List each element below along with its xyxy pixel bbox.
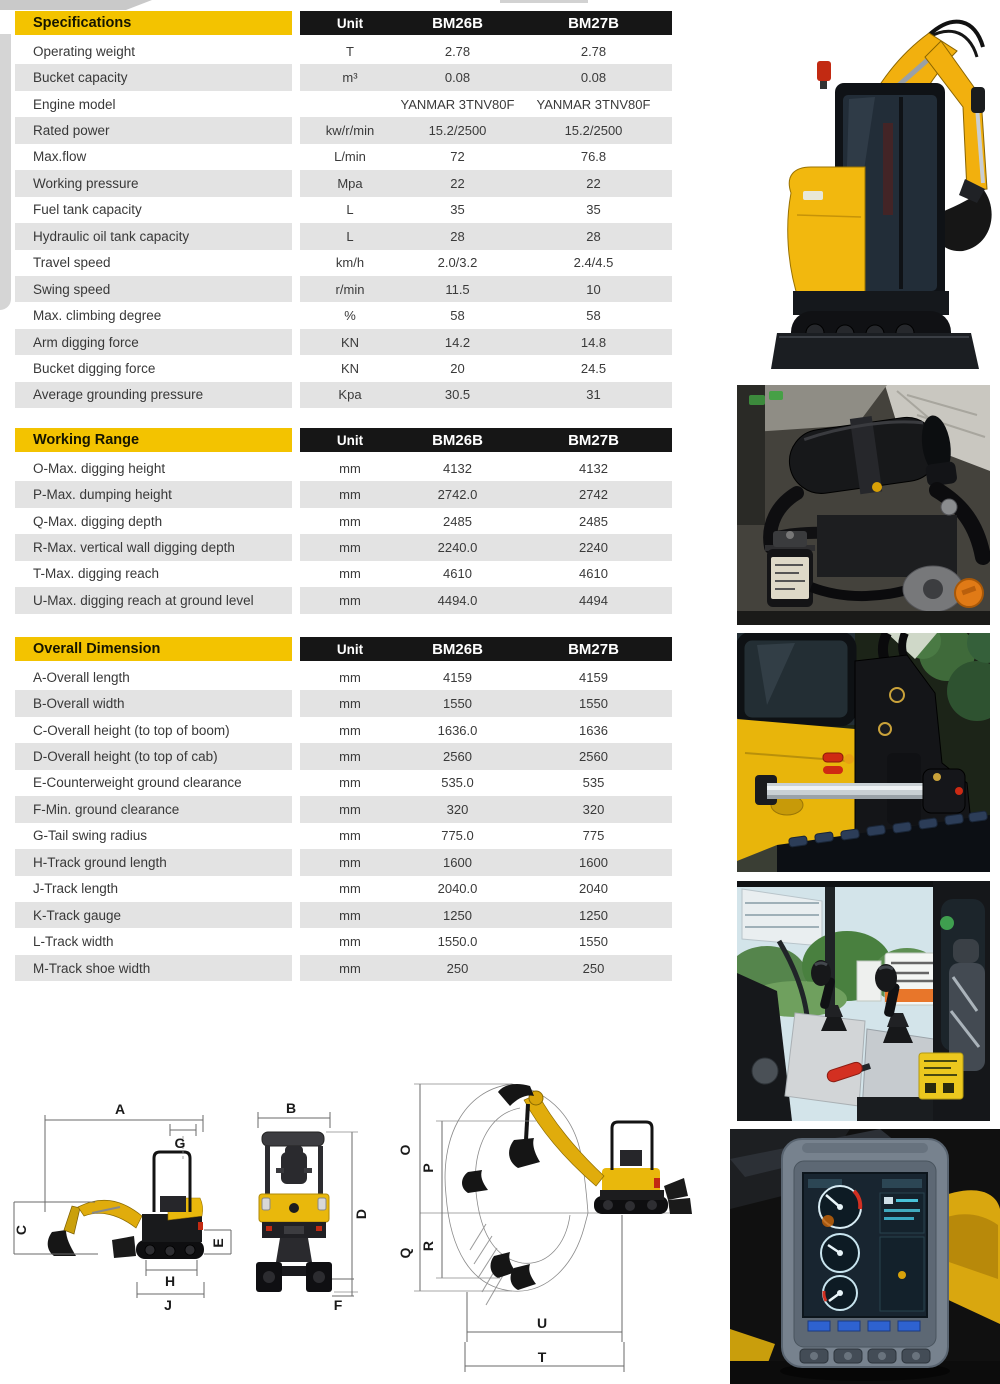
row-unit: m³ [342,70,358,86]
row-unit: mm [339,881,361,897]
row-value-bm26b: 1550.0 [437,934,478,950]
row-value-bm26b: 320 [446,801,469,817]
table-row [15,64,672,90]
row-unit: mm [339,460,361,476]
dim-label-D: D [353,1208,369,1220]
row-label: Average grounding pressure [15,382,292,408]
row-unit: L/min [334,149,366,165]
dimension-diagrams [0,1075,700,1384]
table-row [15,481,672,507]
table-row [15,561,672,587]
table-row [15,329,672,355]
row-value-bm27b: 1550 [579,696,608,712]
column-header-bm26b: BM26B [432,14,483,32]
row-value-bm26b: 15.2/2500 [428,123,487,139]
working-range-table [15,428,672,614]
row-unit: mm [339,669,361,685]
row-value-bm26b: 20 [450,360,465,376]
row-value-bm27b: 1250 [579,907,608,923]
row-unit: mm [339,801,361,817]
row-value-bm27b: 775 [582,828,605,844]
row-label: B-Overall width [15,690,292,716]
table-row [15,117,672,143]
row-value-bm27b: 28 [586,228,601,244]
dim-label-J: J [164,1297,172,1313]
row-unit: mm [339,854,361,870]
row-label: Bucket digging force [33,360,156,376]
row-value-bm26b: 2240.0 [437,540,478,556]
row-unit: Kpa [338,387,362,403]
row-value-bm27b: 10 [586,281,601,297]
table-row [15,534,672,560]
row-value-bm27b: 1636 [579,722,608,738]
table-row [15,664,672,690]
table-row [15,508,672,534]
row-label: Q-Max. digging depth [33,513,163,529]
table-row [15,197,672,223]
table-row [15,276,672,302]
row-unit: mm [339,722,361,738]
dim-label-F: F [333,1297,343,1313]
row-value-bm26b: 4494.0 [437,592,478,608]
row-unit: KN [340,334,360,350]
table-row [15,355,672,381]
row-value-bm26b: 775.0 [441,828,474,844]
row-unit: Mpa [337,175,363,191]
row-value-bm27b: 1550 [579,934,608,950]
row-value-bm27b: 24.5 [580,360,607,376]
row-unit: KN [340,360,360,376]
left-gray-strip [0,34,11,310]
row-label: Arm digging force [15,329,292,355]
row-value-bm27b: 2485 [579,513,608,529]
table-row [15,170,672,196]
row-value-bm26b: 2.78 [444,43,471,59]
table-row [15,382,672,408]
row-label: Bucket capacity [15,64,292,90]
table-title-overall-dimension: Overall Dimension [15,637,292,661]
table-row [15,302,672,328]
row-value-bm27b: 2.4/4.5 [573,255,614,271]
dim-label-T: T [537,1349,547,1365]
row-label: P-Max. dumping height [15,481,292,507]
row-unit: mm [339,540,361,556]
row-label: H-Track ground length [15,849,292,875]
row-unit: mm [339,592,361,608]
photo-cab-interior-joysticks [737,881,990,1121]
row-value-bm27b: 1600 [579,854,608,870]
table-row [15,587,672,613]
row-label: Fuel tank capacity [33,202,142,218]
row-label: Travel speed [33,255,111,271]
table-title-working-range: Working Range [15,428,292,452]
row-label: Max. climbing degree [33,308,162,324]
row-value-bm26b: 2742.0 [437,487,478,503]
row-value-bm27b: 2742 [579,487,608,503]
row-label: A-Overall length [33,669,130,685]
row-value-bm27b: 320 [582,801,605,817]
row-value-bm27b: 15.2/2500 [564,123,623,139]
dim-label-O: O [397,1144,413,1156]
table-row [15,928,672,954]
row-value-bm27b: 76.8 [580,149,607,165]
row-label: Max.flow [33,149,87,165]
row-value-bm27b: 31 [586,387,601,403]
top-gray-sliver [500,0,588,3]
row-value-bm27b: 0.08 [580,70,607,86]
dim-label-H: H [164,1273,176,1289]
table-row [15,223,672,249]
row-unit: mm [339,487,361,503]
row-value-bm27b: 535 [582,775,605,791]
dim-label-E: E [210,1238,226,1248]
row-value-bm27b: 250 [582,960,605,976]
row-value-bm26b: 1250 [443,907,472,923]
row-value-bm26b: 28 [450,228,465,244]
table-row [15,144,672,170]
dim-label-A: A [114,1101,126,1117]
row-label: L-Track width [33,934,114,950]
column-header-bm26b: BM26B [432,640,483,658]
row-value-bm26b: 11.5 [445,281,470,297]
dim-label-C: C [13,1224,29,1236]
photo-excavator-overview [733,3,997,373]
row-unit: mm [339,566,361,582]
column-header-unit: Unit [336,432,364,448]
table-row [15,91,672,117]
row-label: C-Overall height (to top of boom) [33,722,230,738]
row-unit: T [346,43,354,59]
row-label: Engine model [33,96,116,112]
column-header-unit: Unit [336,15,364,31]
row-value-bm26b: 2485 [443,513,472,529]
row-value-bm26b: 35 [450,202,465,218]
row-value-bm26b: 4610 [443,566,472,582]
dim-label-B: B [285,1100,297,1116]
row-label: G-Tail swing radius [33,828,148,844]
row-value-bm27b: 35 [586,202,601,218]
row-label: Swing speed [15,276,292,302]
row-unit: mm [339,828,361,844]
table-row [15,823,672,849]
row-label: D-Overall height (to top of cab) [15,743,292,769]
row-unit: % [344,308,356,324]
row-unit: mm [339,696,361,712]
row-value-bm26b: 4132 [443,460,472,476]
row-label: M-Track shoe width [15,955,292,981]
dim-label-P: P [420,1163,436,1173]
row-unit: mm [339,960,361,976]
row-value-bm26b: 1636.0 [437,722,478,738]
dim-label-G: G [174,1135,186,1151]
row-label: U-Max. digging reach at ground level [15,587,292,613]
row-value-bm26b: 0.08 [444,70,471,86]
table-row [15,455,672,481]
specifications-table [15,11,672,408]
row-value-bm27b: 4494 [579,592,608,608]
row-value-bm26b: 2560 [443,749,472,765]
row-value-bm27b: 4132 [579,460,608,476]
table-row [15,250,672,276]
row-label: T-Max. digging reach [33,566,160,582]
row-value-bm26b: 14.2 [444,334,471,350]
table-row [15,690,672,716]
row-label: R-Max. vertical wall digging depth [15,534,292,560]
table-row [15,796,672,822]
row-value-bm27b: 4159 [579,669,608,685]
table-title-specifications: Specifications [15,11,292,35]
row-unit: mm [339,775,361,791]
row-value-bm27b: 2040 [579,881,608,897]
row-label: Operating weight [33,43,136,59]
row-unit: r/min [335,281,365,297]
row-unit: L [346,202,354,218]
row-unit: kw/r/min [325,123,375,139]
rear-view-diagram [256,1100,369,1313]
row-unit: km/h [335,255,365,271]
row-value-bm27b: YANMAR 3TNV80F [536,96,651,112]
row-label: J-Track length [33,881,119,897]
row-value-bm27b: 2240 [579,540,608,556]
row-value-bm26b: 1600 [443,854,472,870]
row-unit: mm [339,513,361,529]
row-label: E-Counterweight ground clearance [33,775,242,791]
row-label: F-Min. ground clearance [15,796,292,822]
dim-label-U: U [536,1315,548,1331]
row-value-bm27b: 14.8 [580,334,607,350]
row-unit: L [346,228,354,244]
row-value-bm27b: 22 [586,175,601,191]
dim-label-R: R [420,1240,436,1252]
row-label: K-Track gauge [15,902,292,928]
row-value-bm26b: 30.5 [444,387,471,403]
photo-boom-swing-cylinder [737,633,990,872]
row-value-bm26b: 1550 [443,696,472,712]
table-row [15,743,672,769]
row-value-bm27b: 4610 [579,566,608,582]
row-unit: mm [339,907,361,923]
row-value-bm26b: 22 [450,175,465,191]
row-value-bm26b: 535.0 [441,775,474,791]
row-unit: mm [339,749,361,765]
column-header-bm27b: BM27B [568,431,619,449]
photo-engine-compartment [737,385,990,625]
table-row [15,876,672,902]
row-value-bm27b: 58 [586,308,601,324]
dim-label-Q: Q [397,1247,413,1259]
table-row [15,849,672,875]
row-value-bm26b: 4159 [443,669,472,685]
row-value-bm27b: 2.78 [580,43,607,59]
row-label: Working pressure [15,170,292,196]
column-header-bm26b: BM26B [432,431,483,449]
working-range-diagram [397,1084,692,1372]
side-view-diagram [13,1101,231,1313]
row-label: Rated power [15,117,292,143]
row-label: O-Max. digging height [33,460,166,476]
row-value-bm26b: 2.0/3.2 [437,255,478,271]
table-row [15,38,672,64]
column-header-bm27b: BM27B [568,14,619,32]
table-row [15,717,672,743]
top-left-gray-band [0,0,160,10]
row-value-bm27b: 2560 [579,749,608,765]
row-value-bm26b: 58 [450,308,465,324]
row-label: Hydraulic oil tank capacity [15,223,292,249]
row-value-bm26b: YANMAR 3TNV80F [400,96,515,112]
overall-dimension-table [15,637,672,981]
row-value-bm26b: 2040.0 [437,881,478,897]
row-value-bm26b: 250 [446,960,469,976]
table-row [15,955,672,981]
column-header-unit: Unit [336,641,364,657]
row-unit: mm [339,934,361,950]
column-header-bm27b: BM27B [568,640,619,658]
table-row [15,770,672,796]
row-value-bm26b: 72 [450,149,465,165]
photo-monitor-display [730,1129,1000,1384]
table-row [15,902,672,928]
